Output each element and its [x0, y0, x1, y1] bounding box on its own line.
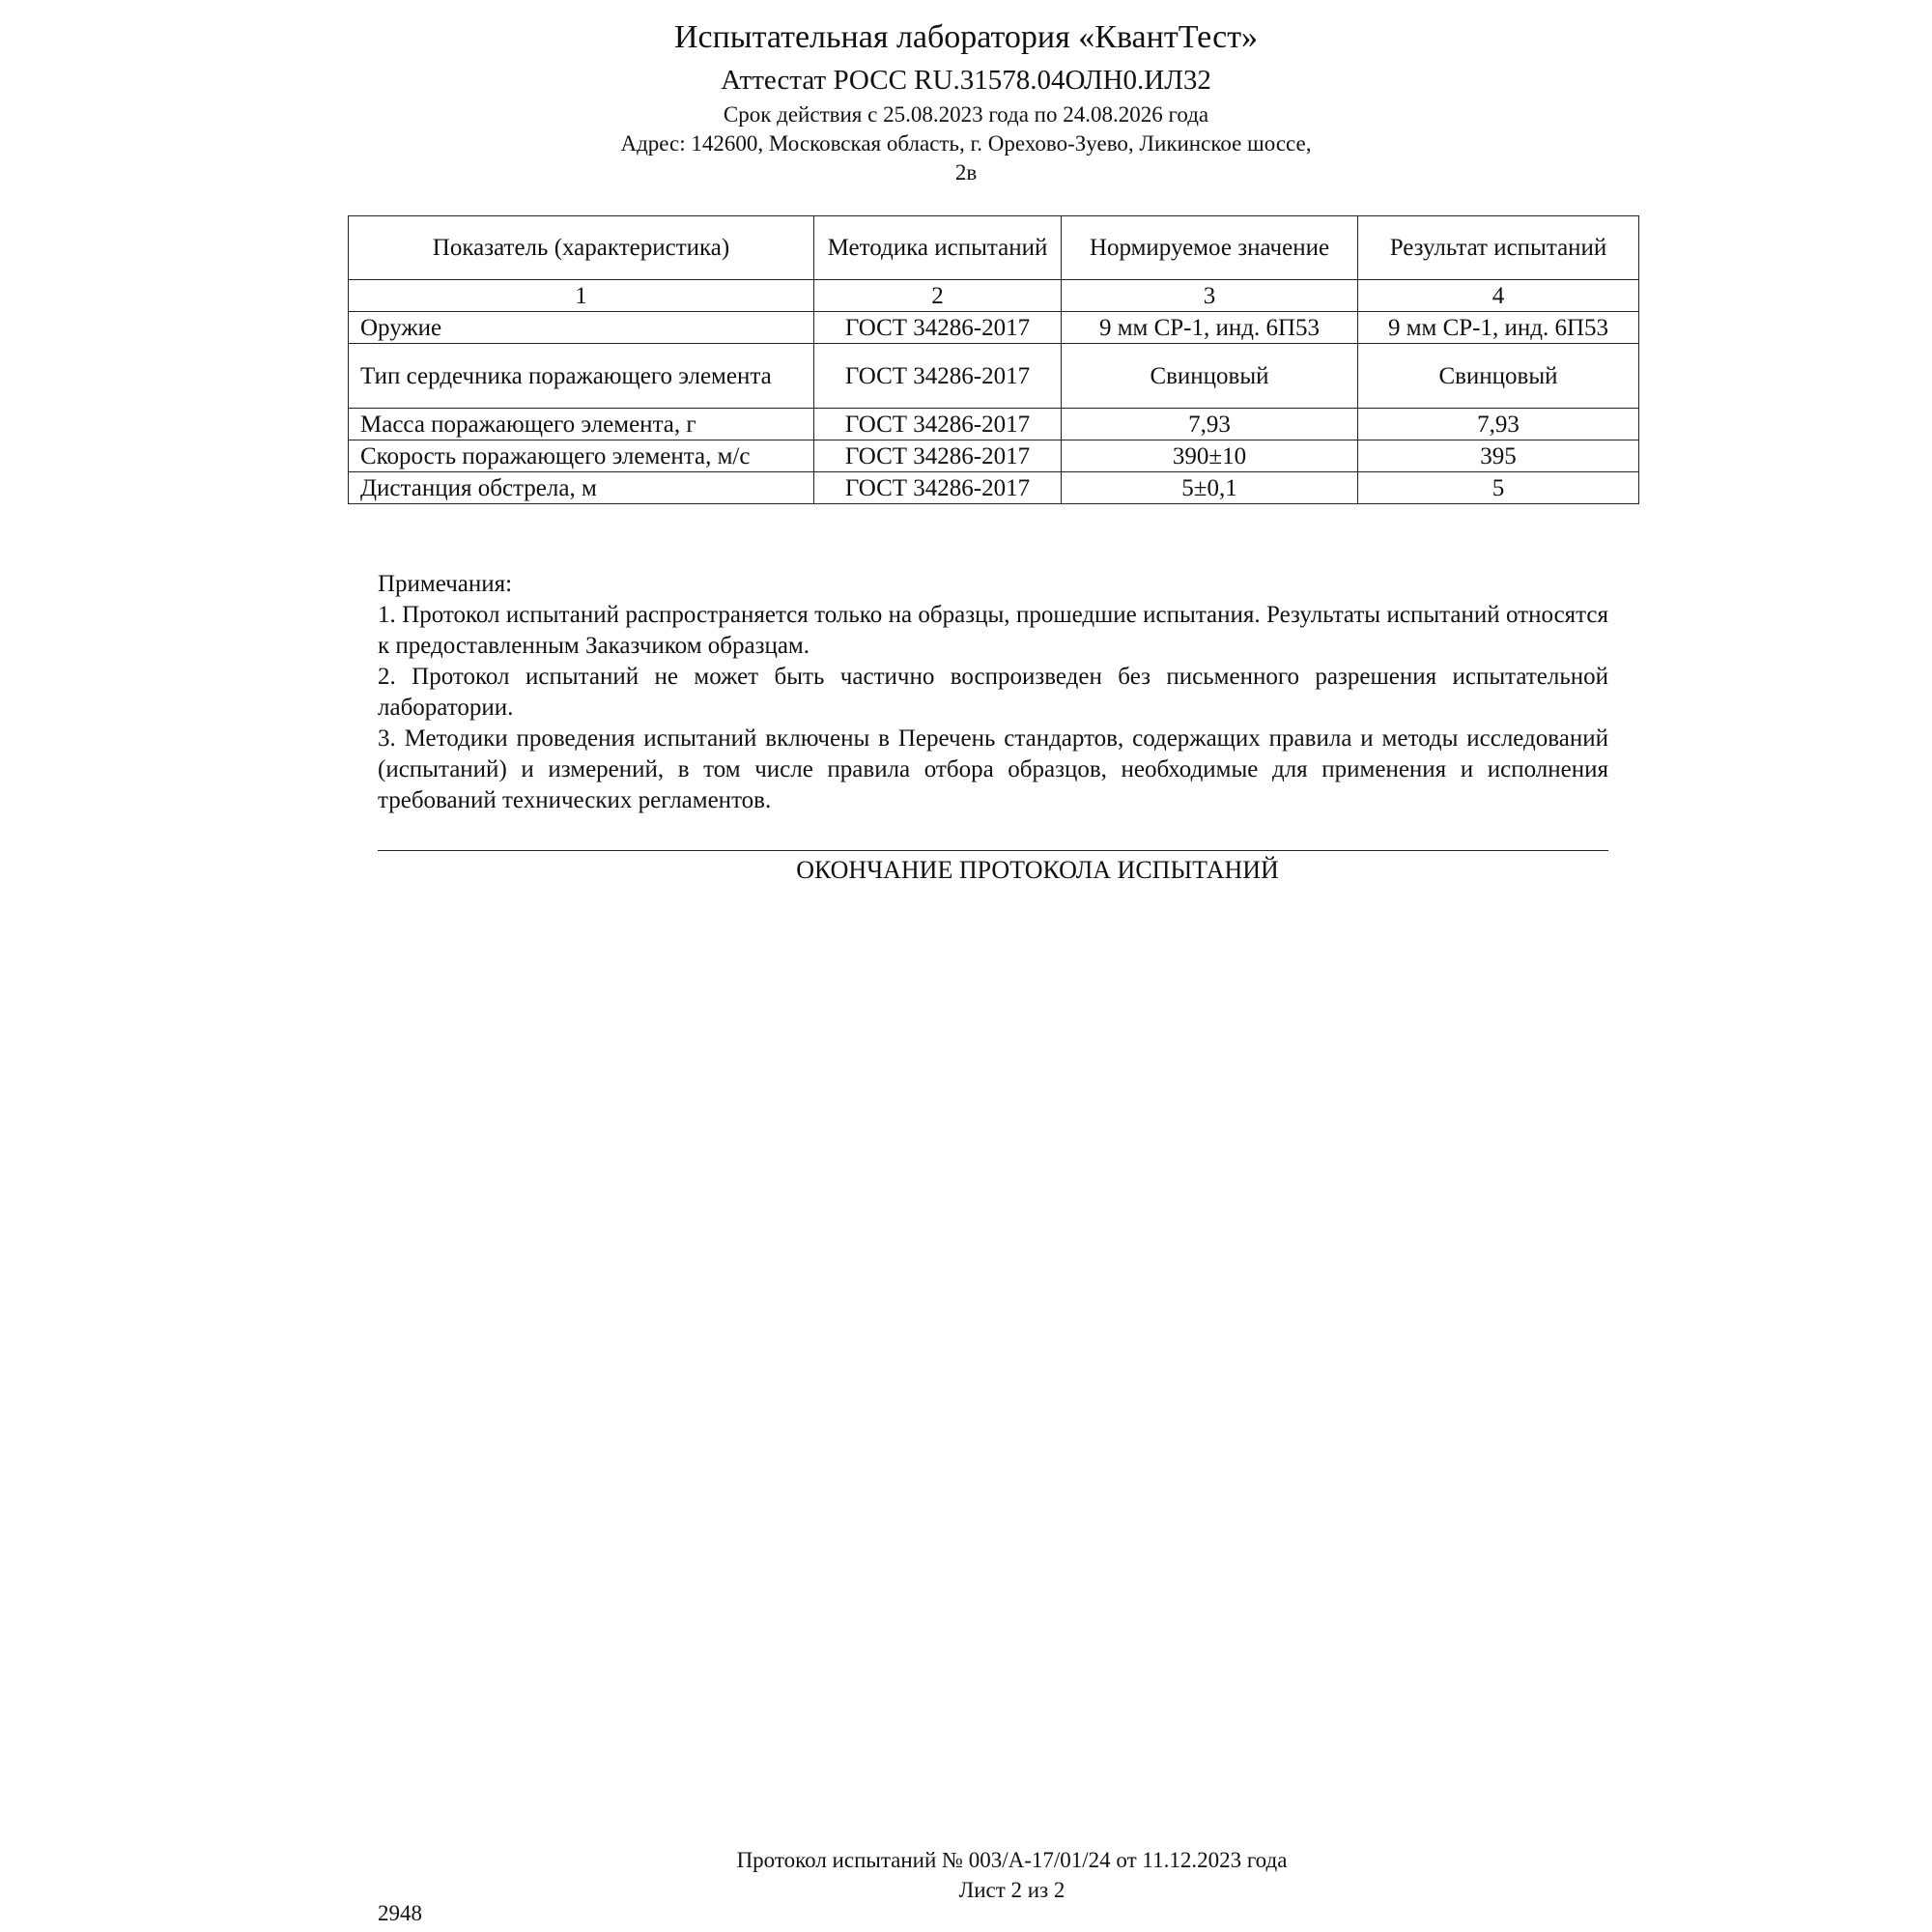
method-cell: ГОСТ 34286-2017: [814, 312, 1062, 344]
result-cell: Свинцовый: [1358, 344, 1639, 409]
result-cell: 7,93: [1358, 409, 1639, 440]
indicator-cell: Оружие: [349, 312, 814, 344]
result-cell: 5: [1358, 472, 1639, 504]
table-row: [349, 440, 1639, 472]
note-item: 2. Протокол испытаний не может быть частично воспроизведен без письменного разрешения испытательной лаборатории.: [378, 664, 1608, 721]
page-code: 2948: [378, 1901, 422, 1925]
table-row: [349, 312, 1639, 344]
header-method: Методика испытаний: [814, 216, 1062, 280]
section-divider: [378, 850, 1608, 851]
header-indicator: Показатель (характеристика): [349, 216, 814, 280]
note-item: 1. Протокол испытаний распространяется только на образцы, прошедшие испытания. Результаты испытаний относятся к предоставленным Заказчиком образцам.: [378, 602, 1608, 659]
method-cell: ГОСТ 34286-2017: [814, 440, 1062, 472]
page-footer: [0, 1845, 1932, 1905]
column-number: 2: [814, 280, 1062, 312]
indicator-cell: Тип сердечника поражающего элемента: [349, 344, 814, 409]
lab-name: Испытательная лаборатория «КвантТест»: [673, 19, 1259, 55]
normative-cell: 9 мм СР-1, инд. 6П53: [1062, 312, 1358, 344]
end-of-protocol-title: ОКОНЧАНИЕ ПРОТОКОЛА ИСПЫТАНИЙ: [796, 856, 1279, 884]
sheet-number: Лист 2 из 2: [958, 1878, 1065, 1902]
column-number: 4: [1358, 280, 1639, 312]
lab-address-continuation: 2в: [954, 160, 978, 185]
column-number: 1: [349, 280, 814, 312]
indicator-cell: Скорость поражающего элемента, м/с: [349, 440, 814, 472]
table-row: [349, 409, 1639, 440]
method-cell: ГОСТ 34286-2017: [814, 344, 1062, 409]
result-cell: 9 мм СР-1, инд. 6П53: [1358, 312, 1639, 344]
table-row: [349, 472, 1639, 504]
header-result: Результат испытаний: [1358, 216, 1639, 280]
normative-cell: Свинцовый: [1062, 344, 1358, 409]
table-row: [349, 344, 1639, 409]
header-normative: Нормируемое значение: [1062, 216, 1358, 280]
column-number: 3: [1062, 280, 1358, 312]
normative-cell: 390±10: [1062, 440, 1358, 472]
indicator-cell: Дистанция обстрела, м: [349, 472, 814, 504]
attestat-number: Аттестат РОСС RU.31578.04ОЛН0.ИЛ32: [721, 65, 1211, 96]
normative-cell: 5±0,1: [1062, 472, 1358, 504]
note-item: 3. Методики проведения испытаний включены в Перечень стандартов, содержащих правила и методы исследований (испытаний) и измерений, в том числе правила отбора образцов, необходимые для применения и исполнения требований технических регламентов.: [378, 725, 1608, 813]
column-number-row: [349, 280, 1639, 312]
document-header: [0, 15, 1932, 187]
protocol-reference: Протокол испытаний № 003/А-17/01/24 от 11.12.2023 года: [736, 1848, 1288, 1872]
method-cell: ГОСТ 34286-2017: [814, 472, 1062, 504]
normative-cell: 7,93: [1062, 409, 1358, 440]
result-cell: 395: [1358, 440, 1639, 472]
validity-period: Срок действия с 25.08.2023 года по 24.08.2026 года: [723, 102, 1209, 127]
method-cell: ГОСТ 34286-2017: [814, 409, 1062, 440]
table-header-row: [349, 216, 1639, 280]
lab-address: Адрес: 142600, Московская область, г. Орехово-Зуево, Ликинское шоссе,: [620, 131, 1312, 156]
indicator-cell: Масса поражающего элемента, г: [349, 409, 814, 440]
results-table: [348, 215, 1639, 504]
notes-section: [378, 569, 1608, 816]
notes-title: Примечания:: [378, 571, 513, 597]
